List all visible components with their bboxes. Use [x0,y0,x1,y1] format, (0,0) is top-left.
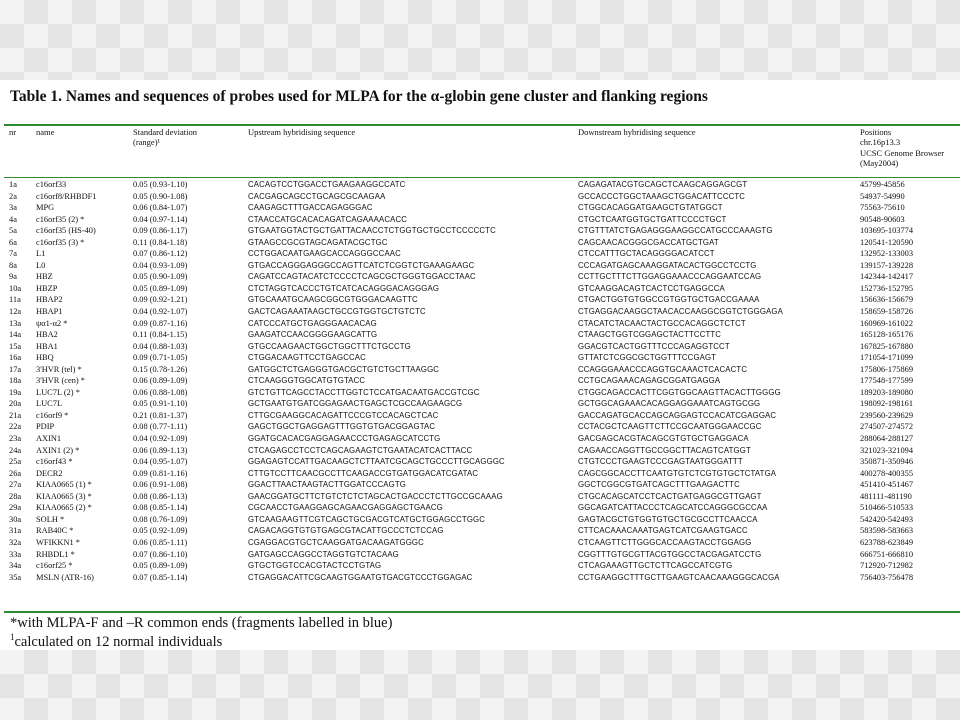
cell-sd: 0.07 (0.86-1.10) [133,549,188,559]
table-row [0,191,960,203]
cell-downstream: CTACATCTACAACTACTGCCACAGGCTCTCT [578,318,746,328]
cell-positions: 350871-350946 [860,457,914,467]
cell-downstream: CTGGCAGACCACTTCGGTGGCAAGTTACACTTGGGG [578,387,781,397]
cell-sd: 0.04 (0.93-1.09) [133,260,188,270]
cell-sd: 0.04 (0.92-1.09) [133,434,188,444]
cell-upstream: GATGAGCCAGGCCTAGGTGTCTACAAG [248,549,399,559]
table-row [0,364,960,376]
cell-upstream: GCTGAATGTGATCGGAGAACTGAGCTCGCCAAGAAGCG [248,399,463,409]
cell-downstream: GTCAAGGACAGTCACTCCTGAGGCCA [578,283,725,293]
cell-sd: 0.11 (0.84-1.18) [133,237,188,247]
table-row [0,560,960,572]
cell-positions: 142344-142417 [860,272,914,282]
cell-upstream: GATGGCTCTGAGGGTGACGCTGTCTGCTTAAGGC [248,364,440,374]
cell-sd: 0.04 (0.88-1.03) [133,341,188,351]
cell-downstream: CTGACTGGTGTGGCCGTGGTGCTGACCGAAAA [578,295,760,305]
cell-downstream: CTTCACAAACAAATGAGTCATCGAAGTGACC [578,526,748,536]
cell-upstream: CAGATCCAGTACATCTCCCCTCAGCGCTGGGTGGACCTAAC [248,272,476,282]
cell-nr: 30a [9,514,22,524]
cell-positions: 274507-274572 [860,422,914,432]
cell-positions: 623788-623849 [860,537,914,547]
header-name: name [36,127,55,137]
cell-sd: 0.07 (0.85-1.14) [133,572,188,582]
table-row [0,387,960,399]
cell-nr: 34a [9,561,22,571]
cell-sd: 0.05 (0.93-1.10) [133,180,188,189]
cell-positions: 158659-158726 [860,307,914,317]
table-row [0,537,960,549]
footnote-normal-individuals [10,632,222,650]
cell-sd: 0.08 (0.76-1.09) [133,514,188,524]
cell-nr: 19a [9,387,22,397]
cell-nr: 7a [9,249,17,259]
table-body [0,179,960,583]
cell-downstream: GCTGGCAGAAACACAGGAGGAAATCAGTGCGG [578,399,761,409]
cell-name: HBA1 [36,341,58,351]
cell-downstream: GGACGTCACTGGTTTCCCAGAGGTCCT [578,341,730,351]
cell-upstream: CCTGGACAATGAAGCACCAGGGCCAAC [248,249,401,259]
cell-upstream: CTCAAGGGTGGCATGTGTACC [248,376,366,386]
cell-name: HBAP1 [36,307,63,317]
cell-downstream: GGCAGATCATTACCCTCAGCATCCAGGGCGCCAA [578,503,768,513]
cell-sd: 0.04 (0.95-1.07) [133,457,188,467]
cell-name: RHBDL1 * [36,549,75,559]
cell-nr: 11a [9,295,21,305]
cell-upstream: GAACGGATGCTTCTGTCTCTCTAGCACTGACCCTCTTGCCGCAAAG [248,491,503,501]
cell-name: c16orf43 * [36,457,73,467]
cell-upstream: CTTGTCCTTCAACGCCTTCAAGACCGTGATGGACATCGATAC [248,468,479,478]
cell-downstream: CAGAGATACGTGCAGCTCAAGCAGGAGCGT [578,180,748,189]
table-bottom-rule [4,611,960,613]
cell-nr: 21a [9,410,22,420]
cell-nr: 33a [9,549,22,559]
cell-positions: 167825-167880 [860,341,914,351]
cell-positions: 239560-239629 [860,410,914,420]
cell-nr: 13a [9,318,22,328]
cell-downstream: GACCAGATGCACCAGCAGGAGTCCACATCGAGGAC [578,410,777,420]
cell-sd: 0.15 (0.78-1.26) [133,364,188,374]
cell-downstream: CTGTTTATCTGAGAGGGAAGGCCATGCCCAAAGTG [578,226,773,236]
cell-sd: 0.06 (0.91-1.08) [133,480,188,490]
cell-upstream: GTCAAGAAGTTCGTCAGCTGCGACGTCATGCTGGAGCCTGGC [248,514,486,524]
cell-sd: 0.06 (0.89-1.09) [133,376,188,386]
cell-name: c16orf35 (3) * [36,237,85,247]
cell-name: c16orf33 [36,180,67,189]
background-pattern-bottom [0,650,960,720]
table-row [0,318,960,330]
cell-upstream: GGACTTAACTAAGTACTTGGATCCCAGTG [248,480,406,490]
cell-sd: 0.09 (0.87-1.16) [133,318,188,328]
table-row [0,514,960,526]
cell-downstream: CAGCAACACGGGCGACCATGCTGAT [578,237,719,247]
cell-sd: 0.05 (0.91-1.10) [133,399,188,409]
cell-nr: 24a [9,445,22,455]
cell-nr: 10a [9,283,22,293]
cell-name: PDIP [36,422,55,432]
cell-nr: 14a [9,330,22,340]
cell-downstream: CTCAGAAAGTTGCTCTTCAGCCATCGTG [578,561,733,571]
table-row [0,456,960,468]
cell-downstream: CCTGAAGGCTTTGCTTGAAGTCAACAAAGGGCACGA [578,572,780,582]
cell-positions: 120541-120590 [860,237,914,247]
cell-sd: 0.06 (0.85-1.11) [133,537,188,547]
table-row [0,214,960,226]
cell-upstream: CTAACCATGCACACAGATCAGAAAACACC [248,214,408,224]
cell-upstream: CTTGCGAAGGCACAGATTCCCGTCCACAGCTCAC [248,410,439,420]
cell-nr: 8a [9,260,17,270]
table-row [0,479,960,491]
cell-nr: 23a [9,434,22,444]
cell-downstream: CTGGCACAGGATGAAGCTGTATGGCT [578,203,723,213]
cell-positions: 103695-103774 [860,226,914,236]
cell-upstream: CGAGGACGTGCTCAAGGATGACAAGATGGGC [248,537,424,547]
cell-name: LUC7L (2) * [36,387,80,397]
cell-name: HBZ [36,272,53,282]
cell-upstream: GACTCAGAAATAAGCTGCCGTGGTGCTGTCTC [248,307,426,317]
cell-nr: 5a [9,226,17,236]
cell-nr: 4a [9,214,17,224]
table-row [0,468,960,480]
cell-upstream: CAAGAGCTTTGACCAGAGGGAC [248,203,373,213]
cell-sd: 0.06 (0.84-1.07) [133,203,188,213]
cell-name: HBA2 [36,330,58,340]
cell-nr: 22a [9,422,22,432]
table-row [0,525,960,537]
cell-downstream: CCTGCAGAAACAGAGCGGATGAGGA [578,376,721,386]
cell-sd: 0.08 (0.77-1.11) [133,422,188,432]
cell-sd: 0.05 (0.92-1.09) [133,526,188,536]
cell-upstream: CACAGTCCTGGACCTGAAGAAGGCCATC [248,180,406,189]
table-row [0,237,960,249]
cell-sd: 0.11 (0.84-1.15) [133,330,188,340]
cell-sd: 0.05 (0.89-1.09) [133,283,188,293]
cell-downstream: CCAGGGAAACCCAGGTGCAAACTCACACTC [578,364,748,374]
cell-name: c16orf9 * [36,410,69,420]
cell-downstream: GCCACCCTGGCTAAAGCTGGACATTCCCTC [578,191,746,201]
cell-nr: 29a [9,503,22,513]
cell-downstream: CTCCATTTGCTACAGGGGACATCCT [578,249,715,259]
cell-positions: 542420-542493 [860,514,914,524]
cell-positions: 171054-171099 [860,353,914,363]
table-row [0,260,960,272]
cell-sd: 0.05 (0.89-1.09) [133,561,188,571]
cell-downstream: CAGCGGCACCTTCAATGTGTCTCGTGTGCTCTATGA [578,468,777,478]
cell-name: KIAA0665 (1) * [36,480,92,490]
cell-name: KIAA0665 (3) * [36,491,92,501]
table-caption [10,88,708,106]
cell-name: RAB40C * [36,526,74,536]
table-header-rule [4,177,960,178]
cell-positions: 175806-175869 [860,364,914,374]
cell-upstream: GTGCCAAGAACTGGCTGGCTTTCTGCCTG [248,341,411,351]
table-row [0,283,960,295]
cell-upstream: GAAGATCCAACGGGGAAGCATTG [248,330,378,340]
cell-positions: 481111-481190 [860,491,912,501]
cell-nr: 3a [9,203,17,213]
cell-positions: 75563-75610 [860,203,905,213]
cell-nr: 20a [9,399,22,409]
cell-nr: 1a [9,180,17,189]
cell-name: c16orf35 (HS-40) [36,226,96,236]
cell-nr: 25a [9,457,22,467]
cell-positions: 156636-156679 [860,295,914,305]
table-top-rule [4,124,960,126]
cell-downstream: GTTATCTCGGCGCTGGTTTCCGAGT [578,353,717,363]
cell-nr: 35a [9,572,22,582]
cell-upstream: CTCTAGGTCACCCTGTCATCACAGGGACAGGGAG [248,283,440,293]
cell-nr: 26a [9,468,22,478]
cell-name: HBZP [36,283,58,293]
background-pattern-top [0,0,960,80]
table-row [0,271,960,283]
table-row [0,341,960,353]
cell-sd: 0.09 (0.71-1.05) [133,353,188,363]
table-row [0,294,960,306]
table-row [0,306,960,318]
table-row [0,572,960,584]
table-row [0,491,960,503]
footnote-marker: 1 [10,632,15,642]
header-standard-deviation: Standard deviation (range)¹ [133,127,197,148]
cell-sd: 0.05 (0.90-1.09) [133,272,188,282]
cell-name: DECR2 [36,468,63,478]
cell-downstream: CTGAGGACAAGGCTAACACCAAGGCGGTCTGGGAGA [578,307,783,317]
cell-positions: 288064-288127 [860,434,914,444]
cell-name: 3'HVR (tel) * [36,364,82,374]
cell-nr: 12a [9,307,22,317]
cell-name: SOLH * [36,514,65,524]
table-row [0,502,960,514]
cell-upstream: GTGCTGGTCCACGTACTCCTGTAG [248,561,382,571]
cell-sd: 0.06 (0.88-1.08) [133,387,188,397]
cell-sd: 0.08 (0.85-1.14) [133,503,188,513]
cell-name: WFIKKN1 * [36,537,80,547]
cell-nr: 15a [9,341,22,351]
cell-positions: 177548-177599 [860,376,914,386]
cell-downstream: CGGTTTGTGCGTTACGTGGCCTACGAGATCCTG [578,549,762,559]
cell-name: c16orf25 * [36,561,73,571]
cell-positions: 189203-189080 [860,387,914,397]
cell-positions: 666751-666810 [860,549,914,559]
cell-nr: 27a [9,480,22,490]
cell-sd: 0.04 (0.97-1.14) [133,214,188,224]
cell-name: LUC7L [36,399,63,409]
cell-positions: 451410-451467 [860,480,914,490]
header-nr: nr [9,127,17,137]
table-row [0,329,960,341]
cell-downstream: GACGAGCACGTACAGCGTGTGCTGAGGACA [578,434,749,444]
cell-name: HBQ [36,353,54,363]
cell-positions: 165128-165176 [860,330,914,340]
cell-nr: 2a [9,191,17,201]
cell-name: 3'HVR (cen) * [36,376,85,386]
table-row [0,433,960,445]
table-row [0,421,960,433]
cell-downstream: CCTACGCTCAAGTTCTTCCGCAATGGGAACCGC [578,422,762,432]
table-row [0,445,960,457]
cell-upstream: CTCAGAGCCTCCTCAGCAGAAGTCTGAATACATCACTTACC [248,445,473,455]
cell-name: c16orf8/RHBDF1 [36,191,97,201]
cell-downstream: GGCTCGGCGTGATCAGCTTTGAAGACTTC [578,480,740,490]
table-row [0,410,960,422]
cell-upstream: GTGCAAATGCAAGCGGCGTGGGACAAGTTC [248,295,418,305]
cell-upstream: GTCTGTTCAGCCTACCTTGGTCTCCATGACAATGACCGTCGC [248,387,480,397]
cell-name: KIAA0665 (2) * [36,503,92,513]
cell-positions: 321023-321094 [860,445,914,455]
cell-upstream: GTGACCAGGGAGGGCCAGTTCATCTCGGTCTGAAAGAAGC [248,260,475,270]
cell-positions: 756403-756478 [860,572,914,582]
table-row [0,398,960,410]
cell-downstream: CTGCTCAATGGTGCTGATTCCCCTGCT [578,214,727,224]
cell-upstream: GGATGCACACGAGGAGAACCCTGAGAGCATCCTG [248,434,441,444]
cell-upstream: CGCAACCTGAAGGAGCAGAACGAGGAGCTGAACG [248,503,443,513]
cell-name: HBAP2 [36,295,63,305]
cell-name: c16orf35 (2) * [36,214,85,224]
cell-positions: 45799-45856 [860,180,905,189]
cell-positions: 54937-54990 [860,191,905,201]
cell-sd: 0.09 (0.92-1.21) [133,295,188,305]
footnote-common-ends: *with MLPA-F and –R common ends (fragments labelled in blue) [10,615,393,631]
cell-sd: 0.08 (0.86-1.13) [133,491,188,501]
table-row [0,225,960,237]
cell-sd: 0.04 (0.92-1.07) [133,307,188,317]
cell-positions: 132952-133003 [860,249,914,259]
cell-upstream: CACGAGCAGCCTGCAGCGCAAGAA [248,191,386,201]
cell-positions: 198092-198161 [860,399,914,409]
cell-downstream: CTAAGCTGGTCGGAGCTACTTCCTTC [578,330,722,340]
cell-upstream: GTGAATGGTACTGCTGATTACAACCTCTGGTGCTGCCTCCCCCTC [248,226,496,236]
table-row [0,248,960,260]
cell-sd: 0.07 (0.86-1.12) [133,249,188,259]
cell-upstream: GTAAGCCGCGTAGCAGATACGCTGC [248,237,388,247]
table-row [0,202,960,214]
cell-downstream: CCTTGCTTTCTTGGAGGAAACCCAGGAATCCAG [578,272,762,282]
cell-upstream: CTGGACAAGTTCCTGAGCCAC [248,353,366,363]
header-upstream: Upstream hybridising sequence [248,127,356,137]
cell-sd: 0.09 (0.86-1.17) [133,226,188,236]
cell-upstream: CAGACAGGTGTGTGAGCGTACATTGCCCTCTCCAG [248,526,444,536]
caption-text: . Names and sequences of probes used for MLPA for the α-globin gene cluster and flanking regions [58,88,708,105]
cell-upstream: GGAGAGTCCATTGACAAGCTCTTAATCGCAGCTGCCCTTGCAGGGC [248,457,505,467]
cell-nr: 17a [9,364,22,374]
cell-name: AXIN1 (2) * [36,445,80,455]
table-row [0,549,960,561]
cell-positions: 712920-712982 [860,561,914,571]
cell-name: L1 [36,249,46,259]
cell-positions: 400278-400355 [860,468,914,478]
cell-nr: 18a [9,376,22,386]
table-document [0,80,960,650]
cell-nr: 6a [9,237,17,247]
cell-positions: 583598-583663 [860,526,914,536]
table-row [0,352,960,364]
cell-sd: 0.06 (0.89-1.13) [133,445,188,455]
cell-downstream: CTGCACAGCATCCTCACTGATGAGGCGTTGAGT [578,491,762,501]
cell-name: MSLN (ATR-16) [36,572,94,582]
cell-positions: 160969-161022 [860,318,914,328]
cell-name: L0 [36,260,46,270]
cell-nr: 32a [9,537,22,547]
footnote-text: calculated on 12 normal individuals [14,633,223,650]
cell-positions: 152736-152795 [860,283,914,293]
caption-label: Table 1 [10,88,59,105]
cell-positions: 139157-139228 [860,260,914,270]
cell-nr: 16a [9,353,22,363]
cell-downstream: CTGTCCCTGAAGTCCCGAGTAATGGGATTT [578,457,743,467]
cell-downstream: CTCAAGTTCTTGGGCACCAAGTACCTGGAGG [578,537,752,547]
cell-name: ψα1-α2 * [36,318,68,328]
cell-positions: 510466-510533 [860,503,914,513]
cell-upstream: GAGCTGGCTGAGGAGTTTGGTGTGACGGAGTAC [248,422,436,432]
header-downstream: Downstream hybridising sequence [578,127,696,137]
table-row [0,375,960,387]
table-row [0,179,960,191]
cell-sd: 0.21 (0.81-1.37) [133,410,188,420]
cell-name: MPG [36,203,55,213]
cell-downstream: GAGTACGCTGTGGTGTGCTGCGCCTTCAACCA [578,514,758,524]
cell-nr: 31a [9,526,22,536]
cell-sd: 0.09 (0.81-1.16) [133,468,188,478]
cell-nr: 28a [9,491,22,501]
cell-downstream: CAGAACCAGGTTGCCGGCTTACAGTCATGGT [578,445,751,455]
cell-nr: 9a [9,272,17,282]
cell-downstream: CCCAGATGAGCAAAGGATACACTGGCCTCCTG [578,260,757,270]
cell-sd: 0.05 (0.90-1.08) [133,191,188,201]
header-positions: Positions chr.16p13.3 UCSC Genome Browser (May2004) [860,127,945,169]
cell-positions: 90548-90603 [860,214,905,224]
cell-upstream: CATCCCATGCTGAGGGAACACAG [248,318,377,328]
cell-name: AXIN1 [36,434,62,444]
cell-upstream: CTGAGGACATTCGCAAGTGGAATGTGACGTCCCTGGAGAC [248,572,473,582]
